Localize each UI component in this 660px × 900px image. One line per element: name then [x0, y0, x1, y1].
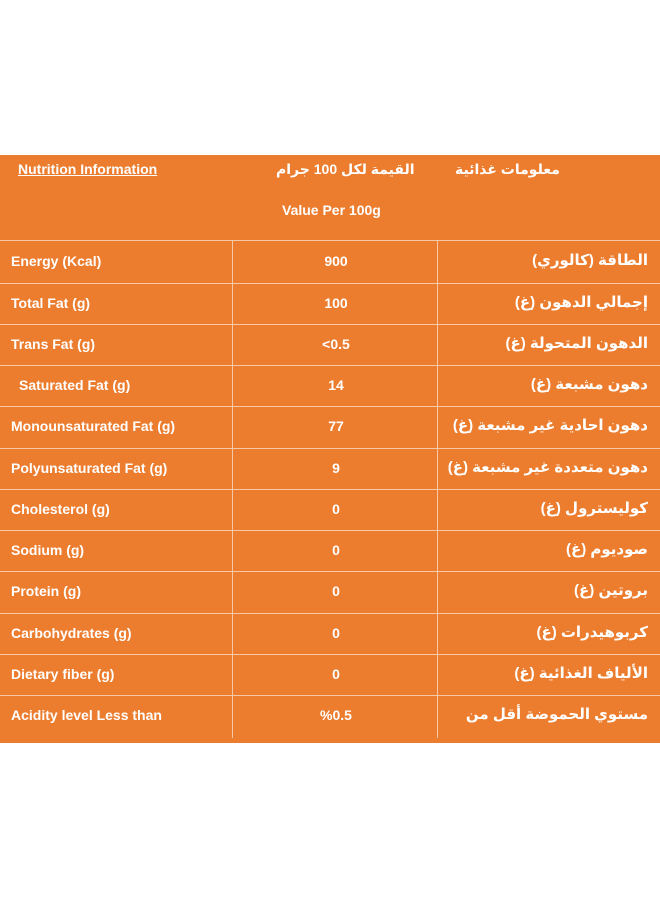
- table-row: [0, 324, 660, 365]
- nutrient-value: 100: [324, 295, 348, 311]
- table-row: [0, 406, 660, 447]
- table-row: [0, 695, 660, 736]
- nutrient-name-ar: كربوهيدرات (غ): [536, 624, 648, 641]
- nutrient-name-ar: دهون متعددة غير مشبعة (غ): [447, 459, 648, 476]
- nutrient-name-en: Polyunsaturated Fat (g): [11, 460, 168, 476]
- nutrient-name-en: Acidity level Less than: [11, 707, 162, 723]
- nutrient-name-ar: الطاقة (كالوري): [532, 252, 648, 269]
- value-label-arabic: القيمة لكل 100 جرام: [276, 161, 415, 177]
- nutrient-name-ar: بروتين (غ): [574, 582, 648, 599]
- nutrient-name-en: Energy (Kcal): [11, 253, 102, 269]
- nutrient-name-ar: مستوي الحموضة أقل من: [465, 706, 648, 723]
- table-row: [0, 365, 660, 406]
- title-english: Nutrition Information: [18, 161, 158, 177]
- nutrient-name-ar: الألياف الغذائية (غ): [514, 665, 648, 682]
- table-row: [0, 489, 660, 530]
- nutrient-value: <0.5: [322, 336, 350, 352]
- nutrient-value: 14: [328, 377, 344, 393]
- nutrient-name-en: Sodium (g): [11, 542, 85, 558]
- nutrient-name-en: Cholesterol (g): [11, 501, 110, 517]
- nutrient-name-ar: إجمالي الدهون (غ): [514, 294, 648, 311]
- nutrient-name-en: Saturated Fat (g): [19, 377, 131, 393]
- value-label-english: Value Per 100g: [282, 202, 381, 218]
- nutrition-table: [0, 155, 660, 743]
- nutrient-value: 0: [332, 625, 340, 641]
- nutrient-name-ar: كوليسترول (غ): [540, 500, 648, 517]
- nutrient-name-en: Total Fat (g): [11, 295, 91, 311]
- nutrient-value: 0: [332, 583, 340, 599]
- nutrient-name-en: Trans Fat (g): [11, 336, 96, 352]
- nutrient-value: 9: [332, 460, 340, 476]
- nutrient-value: 0: [332, 666, 340, 682]
- nutrient-value: %0.5: [320, 707, 352, 723]
- nutrient-value: 900: [324, 253, 348, 269]
- nutrient-name-ar: صوديوم (غ): [565, 541, 648, 558]
- nutrient-name-en: Monounsaturated Fat (g): [11, 418, 176, 434]
- nutrient-value: 0: [332, 501, 340, 517]
- table-row: [0, 241, 660, 282]
- nutrient-value: 77: [328, 418, 344, 434]
- table-row: [0, 654, 660, 695]
- nutrient-name-en: Carbohydrates (g): [11, 625, 132, 641]
- table-row: [0, 571, 660, 612]
- table-row: [0, 448, 660, 489]
- nutrient-name-en: Protein (g): [11, 583, 81, 599]
- table-row: [0, 613, 660, 654]
- nutrient-value: 0: [332, 542, 340, 558]
- nutrient-name-en: Dietary fiber (g): [11, 666, 115, 682]
- table-row: [0, 283, 660, 324]
- table-row: [0, 530, 660, 571]
- nutrient-name-ar: الدهون المتحولة (غ): [505, 335, 648, 352]
- nutrient-name-ar: دهون احادية غير مشبعة (غ): [452, 417, 648, 434]
- nutrient-name-ar: دهون مشبعة (غ): [530, 376, 648, 393]
- title-arabic: معلومات غذائية: [455, 161, 560, 177]
